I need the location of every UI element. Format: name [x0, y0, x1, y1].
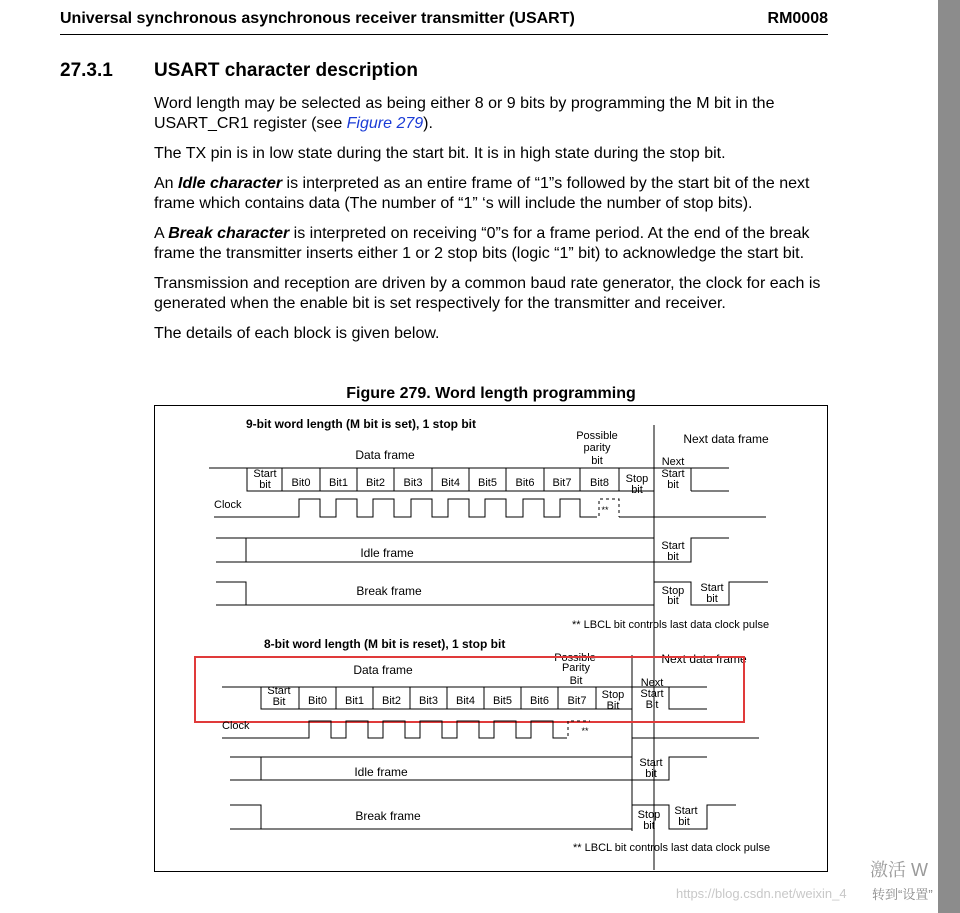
eight-bit-stars: ** [581, 726, 589, 736]
nine-bit-bit-label-7: Bit7 [552, 477, 572, 489]
eight-bit-break-bit-label: bit [643, 820, 655, 832]
activation-watermark: 激活 W [870, 860, 928, 880]
eight-bit-clock-waveform [222, 721, 564, 738]
section-number: 27.3.1 [60, 60, 113, 81]
nine-bit-next-start-label: Start [661, 468, 685, 480]
nine-bit-parity-bit-label: bit [591, 455, 603, 467]
eight-bit-stop-label: Stop [601, 689, 625, 701]
eight-bit-bit-label-2: Bit2 [382, 695, 401, 707]
eight-bit-idle-frame-label: Idle frame [354, 765, 408, 779]
nine-bit-bit-labels [292, 477, 609, 489]
nine-bit-bit-label-1: Bit1 [329, 477, 348, 489]
nine-bit-stop-bit-label: bit [631, 484, 643, 496]
figure-279-link[interactable]: Figure 279 [346, 115, 424, 132]
eight-bit-clock-label: Clock [222, 720, 250, 732]
eight-bit-idle-bit-label: bit [645, 768, 657, 780]
eight-bit-possible-label: Possible [554, 652, 596, 664]
nine-bit-break-waveform [216, 582, 768, 605]
nine-bit-possible-label: Possible [576, 430, 618, 442]
nine-bit-stop-label: Stop [625, 473, 649, 485]
eight-bit-bit-label-7: Bit7 [567, 695, 587, 707]
body-text [154, 94, 834, 354]
header-doc-id: RM0008 [767, 10, 828, 27]
eight-bit-bit-label-6: Bit6 [530, 695, 549, 707]
nine-bit-break-start-label: Start [700, 582, 724, 594]
nine-bit-start-bit-label: bit [259, 479, 271, 491]
nine-bit-clock-waveform [214, 499, 594, 517]
eight-bit-next-start-label: Start [640, 688, 664, 700]
nine-bit-next-label: Next [661, 456, 685, 468]
eight-bit-break-frame-label: Break frame [355, 809, 421, 823]
nine-bit-bit-label-2: Bit2 [366, 477, 385, 489]
nine-bit-heading: 9-bit word length (M bit is set), 1 stop bit [246, 417, 476, 431]
scrollbar[interactable] [938, 0, 960, 913]
eight-bit-bit-label-3: Bit3 [419, 695, 438, 707]
nine-bit-parity-label: parity [583, 442, 611, 454]
eight-bit-bit-label-1: Bit1 [345, 695, 364, 707]
eight-bit-idle-waveform [230, 757, 707, 780]
nine-bit-start-label: Start [253, 468, 277, 480]
paragraph-idle-character: An Idle character is interpreted as an entire frame of “1”s followed by the start bit of the next frame which contains data (The number of “1” ‘s will include the number of stop bits). [154, 175, 810, 212]
figure-word-length [154, 405, 828, 878]
eight-bit-note: ** LBCL bit controls last data clock pulse [573, 842, 771, 854]
header-title: Universal synchronous asynchronous receiver transmitter (USART) [60, 10, 575, 27]
nine-bit-next-bit-label: bit [667, 479, 679, 491]
eight-bit-next-label: Next [640, 677, 664, 689]
nine-bit-idle-frame-label: Idle frame [360, 546, 414, 560]
eight-bit-bit-label-0: Bit0 [308, 695, 327, 707]
eight-bit-start-bit-label: Bit [272, 696, 286, 708]
nine-bit-bit-label-0: Bit0 [291, 477, 311, 489]
activation-settings-hint: 转到“设置” [872, 887, 933, 902]
nine-bit-idle-bit-label: bit [667, 551, 679, 563]
nine-bit-bit-label-5: Bit5 [478, 477, 497, 489]
nine-bit-stars: ** [601, 505, 609, 515]
nine-bit-break-frame-label: Break frame [356, 584, 422, 598]
eight-bit-next-data-frame-label: Next data frame [661, 652, 747, 666]
nine-bit-break-stop-label: Stop [661, 585, 685, 597]
eight-bit-parity-bit-label: Bit [569, 675, 583, 687]
eight-bit-stop-bit-label: Bit [606, 700, 620, 712]
paragraph-break-character: A Break character is interpreted on receiving “0”s for a frame period. At the end of the break frame the transmitter inserts either 1 or 2 stop bits (logic “1” bit) to acknowledge the start bit. [154, 225, 810, 262]
eight-bit-parity-label: Parity [561, 662, 591, 674]
nine-bit-note: ** LBCL bit controls last data clock pulse [572, 619, 770, 631]
paragraph-word-length: Word length may be selected as being either 8 or 9 bits by programming the M bit in the USART_CR1 register (see Figure 279). [154, 95, 775, 132]
nine-bit-bit-label-3: Bit3 [403, 477, 423, 489]
nine-bit-bit-label-8: Bit8 [590, 477, 609, 489]
paragraph-tx-pin: The TX pin is in low state during the start bit. It is in high state during the stop bit. [154, 145, 726, 162]
section-title: USART character description [154, 60, 418, 81]
nine-bit-break-bit-label: bit [667, 595, 679, 607]
paragraph-baud-rate: Transmission and reception are driven by a common baud rate generator, the clock for each is generated when the enable bit is set respectively for the transmitter and receiver. [154, 275, 821, 312]
eight-bit-break-start-label: Start [674, 805, 698, 817]
page-header [60, 8, 828, 35]
eight-bit-break-start-bit-label: bit [678, 816, 690, 828]
eight-bit-idle-start-label: Start [639, 757, 663, 769]
figure-title: Figure 279. Word length programming [346, 385, 636, 402]
nine-bit-next-data-frame-label: Next data frame [683, 432, 769, 446]
nine-bit-idle-start-label: Start [661, 540, 685, 552]
eight-bit-next-bit-label: Bit [645, 699, 659, 711]
eight-bit-break-stop-label: Stop [637, 809, 661, 821]
nine-bit-bit-label-4: Bit4 [441, 477, 460, 489]
nine-bit-bit-label-6: Bit6 [515, 477, 535, 489]
eight-bit-data-frame-label: Data frame [353, 663, 413, 677]
nine-bit-clock-label: Clock [214, 499, 242, 511]
eight-bit-bit-label-4: Bit4 [456, 695, 475, 707]
watermark-url: https://blog.csdn.net/weixin_4 [676, 886, 847, 901]
paragraph-details: The details of each block is given below. [154, 325, 440, 342]
nine-bit-data-frame-label: Data frame [355, 448, 415, 462]
eight-bit-heading: 8-bit word length (M bit is reset), 1 stop bit [264, 637, 506, 651]
eight-bit-bit-label-5: Bit5 [493, 695, 512, 707]
eight-bit-start-label: Start [267, 685, 291, 697]
nine-bit-break-start-bit-label: bit [706, 593, 718, 605]
nine-bit-idle-waveform [216, 538, 729, 562]
